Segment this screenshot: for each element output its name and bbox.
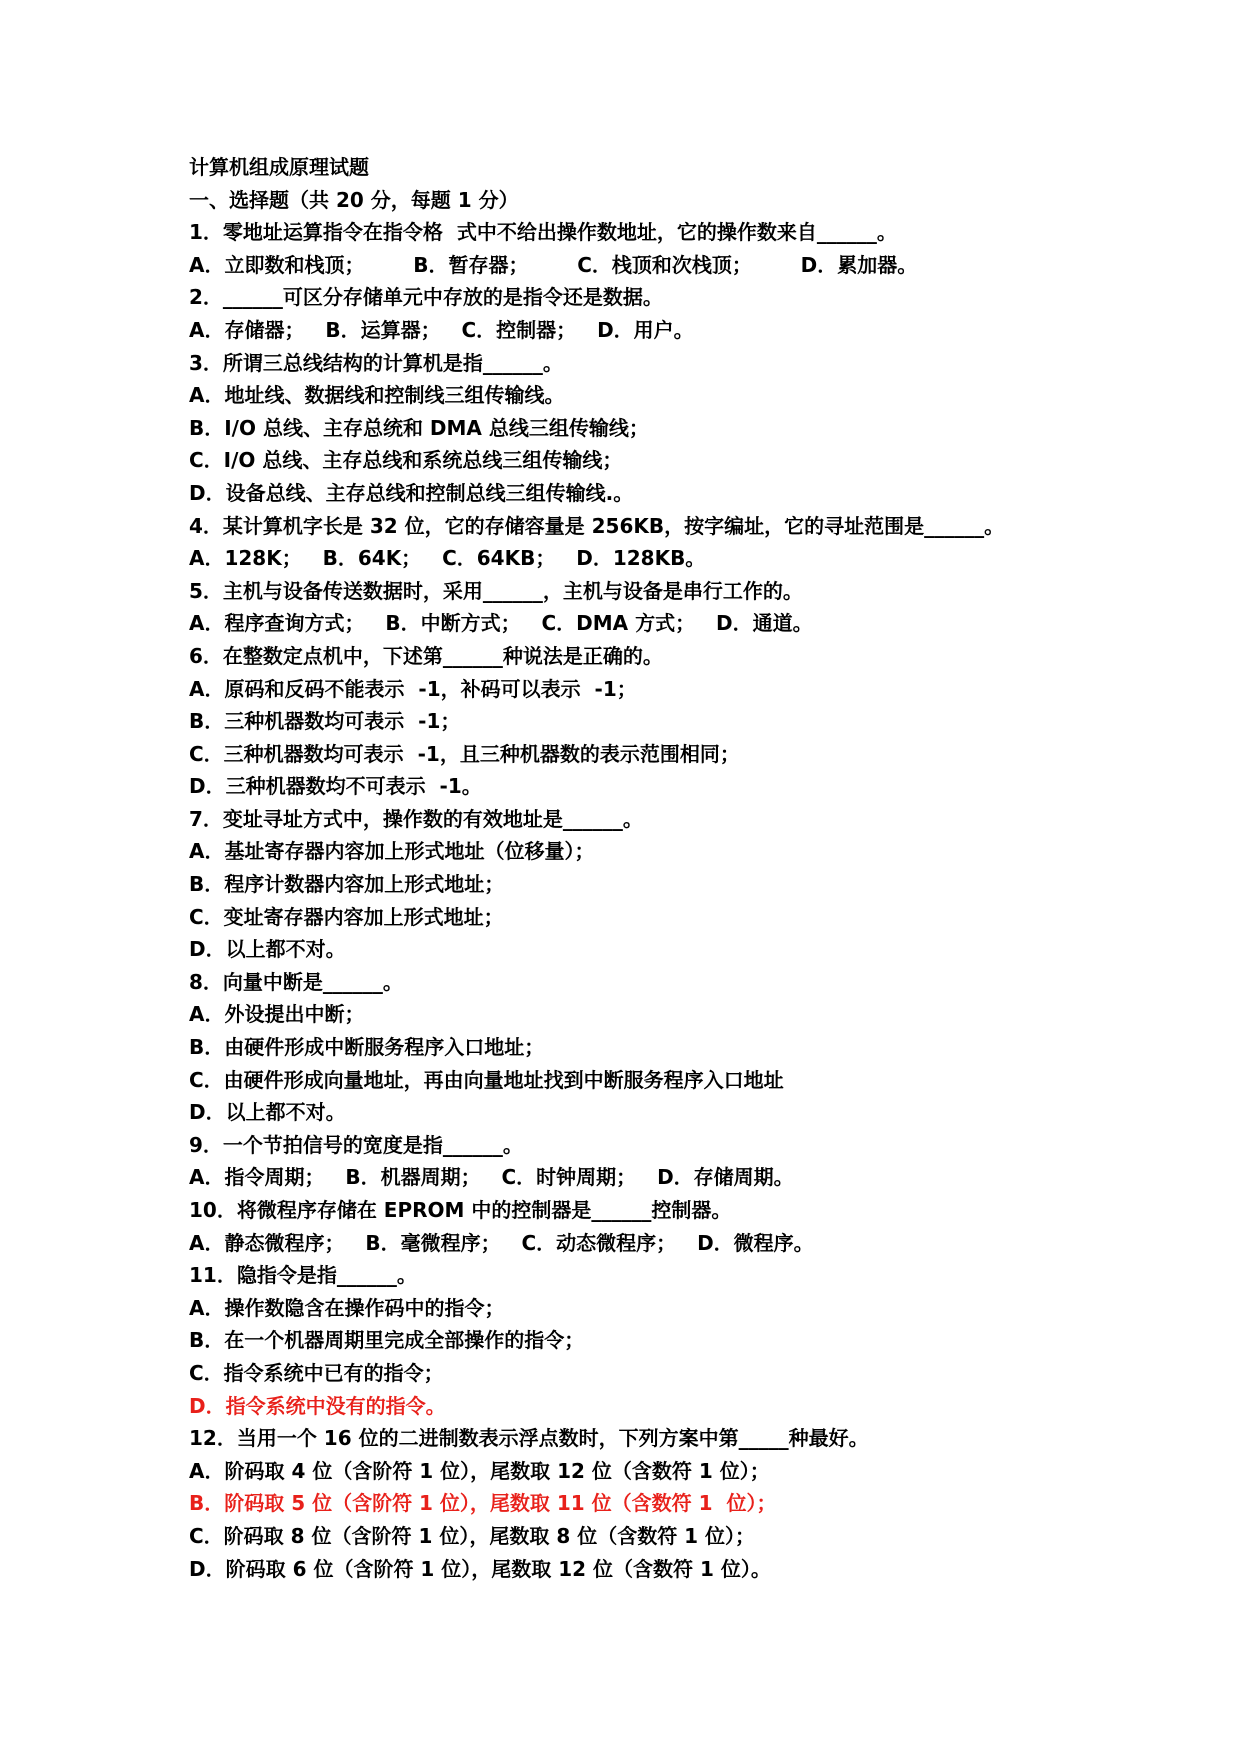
question-11-option-a: A．操作数隐含在操作码中的指令； <box>189 1295 505 1320</box>
question-4: 4．某计算机字长是 32 位，它的存储容量是 256KB，按字编址，它的寻址范围是______。 <box>189 513 1005 538</box>
question-8-option-d: D．以上都不对。 <box>189 1100 346 1125</box>
question-10: 10．将微程序存储在 EPROM 中的控制器是______控制器。 <box>189 1198 732 1222</box>
question-8: 8．向量中断是______。 <box>189 969 403 994</box>
question-8-option-a: A．外设提出中断； <box>189 1002 365 1027</box>
question-8-option-b: B．由硬件形成中断服务程序入口地址； <box>189 1035 545 1060</box>
question-11-option-b: B．在一个机器周期里完成全部操作的指令； <box>189 1328 585 1353</box>
exam-content <box>189 151 1149 1585</box>
question-11-option-c: C．指令系统中已有的指令； <box>189 1360 444 1385</box>
question-5-options: A．程序查询方式； B．中断方式； C．DMA 方式； D．通道。 <box>189 611 813 636</box>
document-title: 计算机组成原理试题 <box>189 155 369 179</box>
question-3: 3．所谓三总线结构的计算机是指______。 <box>189 350 563 375</box>
question-7-option-a: A．基址寄存器内容加上形式地址（位移量）； <box>189 839 595 864</box>
question-12: 12．当用一个 16 位的二进制数表示浮点数时，下列方案中第_____种最好。 <box>189 1426 869 1451</box>
question-7-option-c: C．变址寄存器内容加上形式地址； <box>189 904 504 929</box>
question-6-option-d: D．三种机器数均不可表示 -1。 <box>189 774 482 799</box>
question-7: 7．变址寻址方式中，操作数的有效地址是______。 <box>189 806 643 831</box>
question-3-option-c: C．I/O 总线、主存总线和系统总线三组传输线； <box>189 448 623 473</box>
question-12-option-b-highlighted: B．阶码取 5 位（含阶符 1 位），尾数取 11 位（含数符 1 位）； <box>189 1491 777 1516</box>
question-3-option-b: B．I/O 总线、主存总统和 DMA 总线三组传输线； <box>189 415 649 440</box>
question-1: 1．零地址运算指令在指令格 式中不给出操作数地址，它的操作数来自______。 <box>189 220 897 245</box>
question-5: 5．主机与设备传送数据时，采用______，主机与设备是串行工作的。 <box>189 578 803 603</box>
question-11: 11．隐指令是指______。 <box>189 1263 417 1288</box>
question-6-option-c: C．三种机器数均可表示 -1，且三种机器数的表示范围相同； <box>189 741 740 766</box>
question-6-option-a: A．原码和反码不能表示 -1，补码可以表示 -1； <box>189 676 637 701</box>
question-10-options: A．静态微程序； B．毫微程序； C．动态微程序； D．微程序。 <box>189 1230 814 1255</box>
question-8-option-c: C．由硬件形成向量地址，再由向量地址找到中断服务程序入口地址 <box>189 1067 784 1092</box>
question-4-options: A．128K； B．64K； C．64KB； D．128KB。 <box>189 546 706 571</box>
question-3-option-a: A．地址线、数据线和控制线三组传输线。 <box>189 383 565 408</box>
question-6-option-b: B．三种机器数均可表示 -1； <box>189 709 461 734</box>
question-6: 6．在整数定点机中，下述第______种说法是正确的。 <box>189 643 663 668</box>
question-12-option-c: C．阶码取 8 位（含阶符 1 位），尾数取 8 位（含数符 1 位）； <box>189 1523 756 1548</box>
section-heading: 一、选择题（共 20 分，每题 1 分） <box>189 187 519 212</box>
question-9-options: A．指令周期； B．机器周期； C．时钟周期； D．存储周期。 <box>189 1165 794 1190</box>
question-11-option-d-highlighted: D．指令系统中没有的指令。 <box>189 1393 446 1418</box>
question-12-option-d: D．阶码取 6 位（含阶符 1 位），尾数取 12 位（含数符 1 位）。 <box>189 1556 771 1581</box>
question-7-option-d: D．以上都不对。 <box>189 937 346 962</box>
question-2: 2．______可区分存储单元中存放的是指令还是数据。 <box>189 285 663 310</box>
question-9: 9．一个节拍信号的宽度是指______。 <box>189 1132 523 1157</box>
question-2-options: A．存储器； B．运算器； C．控制器； D．用户。 <box>189 317 694 342</box>
question-1-options: A．立即数和栈顶； B．暂存器； C．栈顶和次栈顶； D．累加器。 <box>189 252 918 277</box>
question-12-option-a: A．阶码取 4 位（含阶符 1 位），尾数取 12 位（含数符 1 位）； <box>189 1458 770 1483</box>
question-3-option-d: D．设备总线、主存总线和控制总线三组传输线.。 <box>189 480 634 505</box>
question-7-option-b: B．程序计数器内容加上形式地址； <box>189 872 505 897</box>
